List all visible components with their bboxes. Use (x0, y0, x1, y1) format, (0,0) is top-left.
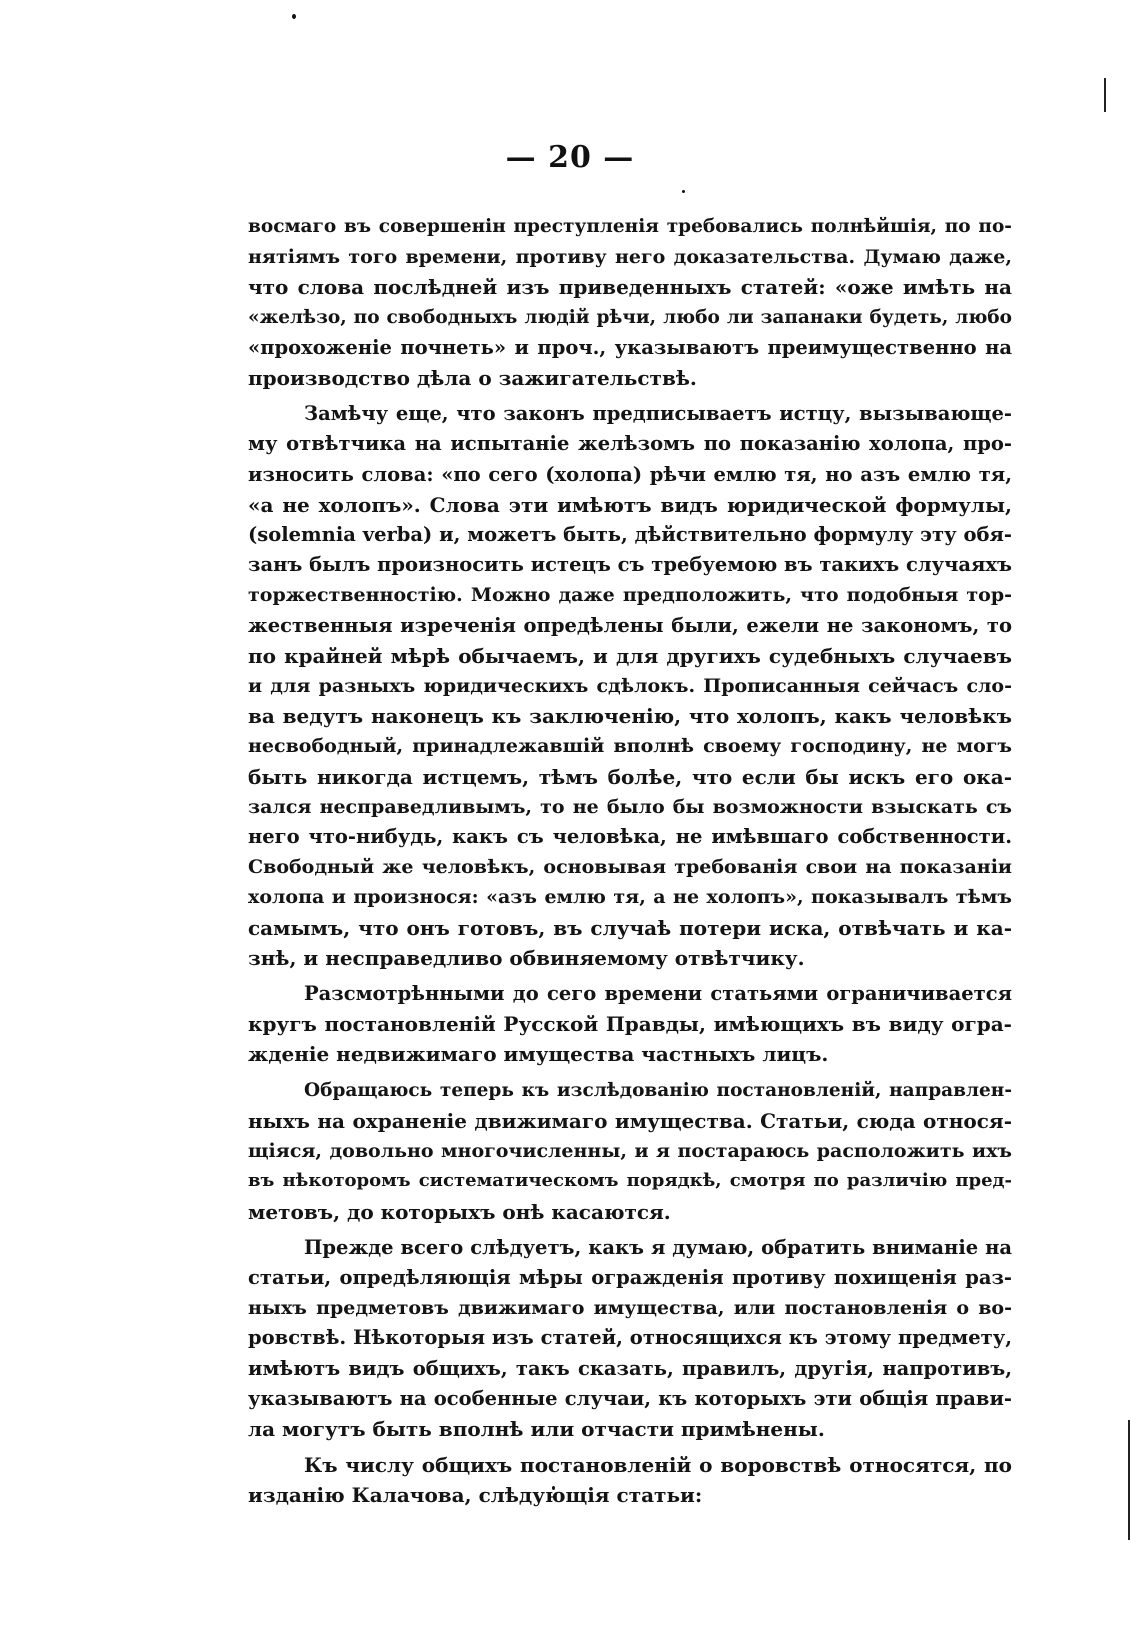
page-number: — 20 — (505, 140, 635, 175)
text-line: несвободный, принадлежавшій вполнѣ своему господину, не могъ (248, 735, 1012, 758)
text-line: метовъ, до которыхъ онѣ касаются. (248, 1199, 671, 1224)
text-line: нятіямъ того времени, противу него доказательства. Думаю даже, (248, 246, 1012, 269)
paragraph-6 (248, 1450, 1012, 1510)
text-line: ла могутъ быть вполнѣ или отчасти примѣнены. (248, 1416, 825, 1441)
text-line: (solemnia verba) и, можетъ быть, дѣйствительно формулу эту обя- (248, 523, 1012, 547)
text-line: ныхъ предметовъ движимаго имущества, или постановленія о во- (248, 1297, 1012, 1320)
text-line: щіяся, довольно многочисленны, и я постараюсь расположить ихъ (248, 1140, 1012, 1163)
text-line: него что-нибудь, какъ съ человѣка, не имѣвшаго собственности. (248, 825, 1012, 849)
page-edge-shadow (1104, 78, 1106, 112)
text-line: занъ былъ произносить истецъ съ требуемою въ такихъ случаяхъ (248, 553, 1012, 577)
text-line: му отвѣтчика на испытаніе желѣзомъ по показанію холопа, про- (248, 432, 1012, 456)
text-line: износить слова: «по сего (холопа) рѣчи емлю тя, но азъ емлю тя, (248, 462, 1012, 486)
paragraph-1 (248, 212, 1012, 393)
text-line: имѣютъ видъ общихъ, такъ сказать, правилъ, другія, напротивъ, (248, 1356, 1012, 1380)
ink-speck (682, 190, 685, 193)
paragraph-5 (248, 1233, 1012, 1444)
text-line: Къ числу общихъ постановленій о воровствѣ относятся, по (304, 1453, 1012, 1478)
text-line: Замѣчу еще, что законъ предписываетъ истцу, вызывающе- (304, 402, 1012, 426)
text-line: Обращаюсь теперь къ изслѣдованію постановленій, направлен- (304, 1079, 1012, 1101)
ink-speck (292, 14, 296, 19)
body-text (248, 212, 1012, 1517)
text-line: производство дѣла о зажигательствѣ. (248, 366, 697, 391)
text-line: «а не холопъ». Слова эти имѣютъ видъ юридической формулы, (248, 492, 1012, 517)
text-line: «прохоженіе почнеть» и проч., указываютъ преимущественно на (248, 335, 1012, 359)
text-line: изданію Калачова, слѣдующія статьи: (248, 1483, 703, 1508)
text-line: Прежде всего слѣдуетъ, какъ я думаю, обратить вниманіе на (304, 1235, 1012, 1259)
text-line: кругъ постановленій Русской Правды, имѣющихъ въ виду огра- (248, 1012, 1012, 1037)
text-line: «желѣзо, по свободныхъ людій рѣчи, любо ли запанаки будеть, любо (248, 306, 1012, 328)
text-line: ныхъ на охраненіе движимаго имущества. Статьи, сюда относя- (248, 1108, 1012, 1133)
paragraph-4 (248, 1076, 1012, 1227)
text-line: холопа и произнося: «азъ емлю тя, а не холопъ», показывалъ тѣмъ (248, 886, 1012, 909)
text-line: восмаго въ совершенін преступленія требовались полнѣйшія, по по- (248, 216, 1012, 237)
text-line: Свободный же человѣкъ, основывая требованія свои на показаніи (248, 856, 1012, 879)
text-line: ва ведутъ наконецъ къ заключенію, что холопъ, какъ человѣкъ (248, 704, 1012, 729)
text-line: зался несправедливымъ, то не было бы возможности взыскать съ (248, 795, 1012, 818)
page-edge-shadow (1128, 1420, 1130, 1540)
text-line: жденіе недвижимаго имущества частныхъ лицъ. (248, 1042, 829, 1067)
text-line: торжественностію. Можно даже предположить, что подобныя тор- (248, 584, 1012, 607)
text-line: Разсмотрѣнными до сего времени статьями ограничивается (304, 982, 1012, 1006)
paragraph-2 (248, 399, 1012, 973)
text-line: по крайней мѣрѣ обычаемъ, и для другихъ судебныхъ случаевъ (248, 643, 1012, 668)
text-line: жественныя изреченія опредѣлены были, ежели не закономъ, то (248, 613, 1012, 637)
text-line: знѣ, и несправедливо обвиняемому отвѣтчику. (248, 945, 805, 970)
text-line: быть никогда истцемъ, тѣмъ болѣе, что если бы искъ его ока- (248, 764, 1012, 789)
text-line: статьи, опредѣляющія мѣры огражденія противу похищенія раз- (248, 1265, 1012, 1289)
text-line: указываютъ на особенные случаи, къ которыхъ эти общія прави- (248, 1386, 1012, 1410)
text-line: что слова послѣдней изъ приведенныхъ статей: «оже имѣть на (248, 275, 1012, 300)
text-line: ровствѣ. Нѣкоторыя изъ статей, относящихся къ этому предмету, (248, 1326, 1012, 1350)
text-line: въ нѣкоторомъ систематическомъ порядкѣ, смотря по различію пред- (248, 1170, 1012, 1192)
text-line: самымъ, что онъ готовъ, въ случаѣ потери иска, отвѣчать и ка- (248, 915, 1012, 940)
paragraph-3 (248, 979, 1012, 1070)
text-line: и для разныхъ юридическихъ сдѣлокъ. Прописанныя сейчасъ сло- (248, 675, 1012, 698)
